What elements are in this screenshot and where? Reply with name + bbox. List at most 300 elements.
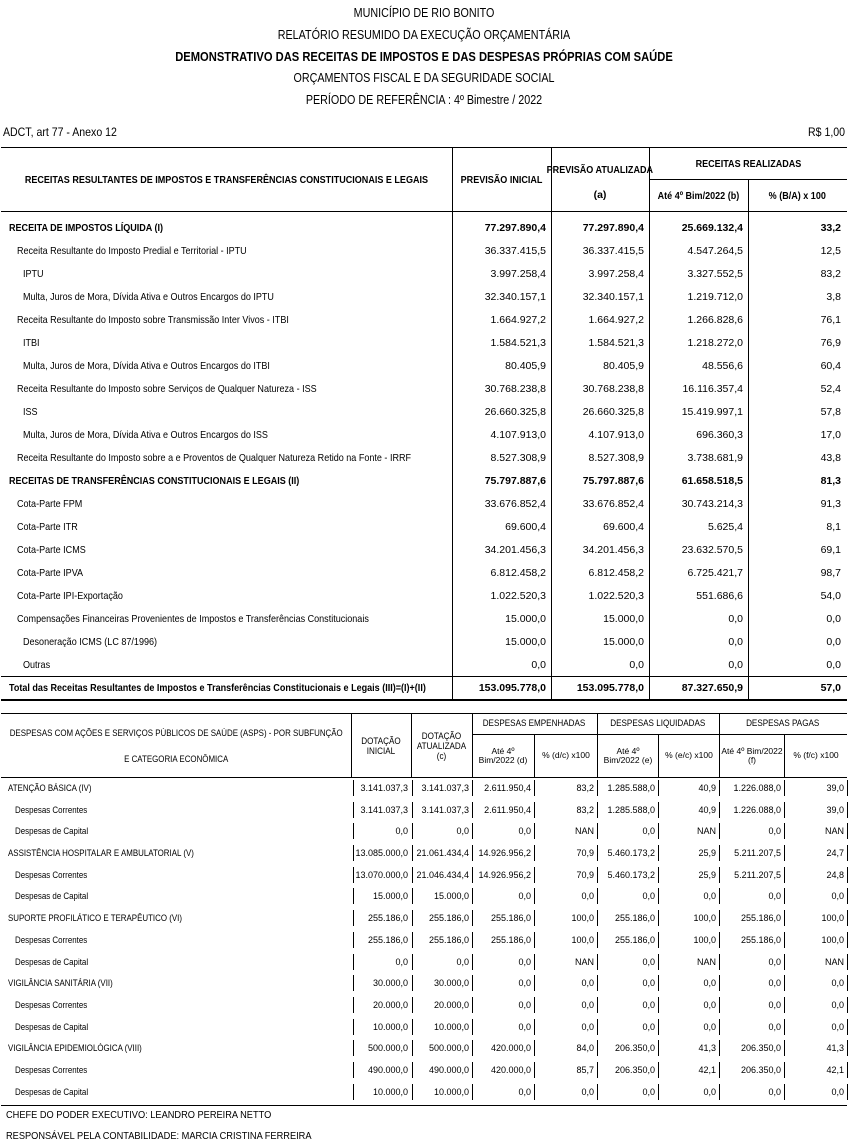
cell-value: NAN [696, 956, 716, 967]
row-label: Despesas Correntes [15, 934, 88, 945]
cell-value: 21.046.434,4 [416, 869, 469, 880]
cell-ini: 36.337.415,5 [484, 244, 546, 257]
cell-pct: 83,2 [820, 267, 841, 280]
cell-value: 500.000,0 [428, 1043, 469, 1054]
cell-value: 1.285.588,0 [607, 783, 655, 793]
cell-ini: 80.405,9 [505, 359, 546, 372]
cell-value: 0,0 [768, 826, 781, 837]
cell-value: 0,0 [581, 1021, 594, 1032]
row-label: Despesas de Capital [15, 826, 89, 837]
cell-value: 0,0 [518, 1086, 531, 1097]
col-receitas-realizadas: RECEITAS REALIZADAS [695, 158, 801, 170]
cell-pct: 3,8 [826, 290, 841, 303]
cell-value: 255.186,0 [740, 913, 781, 924]
cell-real: 0,0 [728, 635, 743, 648]
table-row [1, 584, 847, 607]
cell-value: 206.350,0 [614, 1064, 655, 1075]
cell-real: 30.743.214,3 [681, 497, 743, 510]
table-row [1, 239, 847, 262]
cell-value: 0,0 [768, 999, 781, 1010]
cell-value: 0,0 [768, 1021, 781, 1032]
cell-pct: 81,3 [820, 474, 841, 487]
revenue-table-body [1, 212, 847, 699]
cell-value: 0,0 [831, 999, 844, 1010]
cell-ini: 1.584.521,3 [490, 336, 546, 349]
row-label: Despesas de Capital [15, 891, 89, 902]
cell-value: 14.926.956,2 [478, 848, 531, 859]
exp-group-empenhadas: DESPESAS EMPENHADAS [483, 718, 586, 729]
cell-value: 255.186,0 [367, 913, 408, 924]
row-label: Cota-Parte IPI-Exportação [17, 589, 123, 602]
table-row [1, 886, 847, 908]
row-label: Receita Resultante do Imposto sobre a e Proventos de Qualquer Natureza Retido na Fonte - IRRF [17, 451, 412, 464]
cell-value: 85,7 [576, 1064, 594, 1075]
table-row [1, 607, 847, 630]
cell-value: 0,0 [395, 956, 408, 967]
cell-value: 206.350,0 [740, 1064, 781, 1075]
report-subtitle: DEMONSTRATIVO DAS RECEITAS DE IMPOSTOS E DAS DESPESAS PRÓPRIAS COM SAÚDE [175, 49, 673, 64]
cell-value: 0,0 [456, 826, 469, 837]
cell-value: 0,0 [768, 978, 781, 989]
cell-real: 87.327.650,9 [681, 682, 743, 694]
table-row [1, 331, 847, 354]
exp-group-pagas: DESPESAS PAGAS [746, 718, 820, 729]
cell-atu: 32.340.157,1 [582, 290, 644, 303]
cell-real: 15.419.997,1 [681, 405, 743, 418]
cell-value: 0,0 [831, 891, 844, 902]
row-label: ITBI [23, 336, 40, 349]
table-row [1, 1082, 847, 1104]
cell-value: 0,0 [831, 1021, 844, 1032]
cell-value: 0,0 [703, 1086, 716, 1097]
cell-value: 39,0 [826, 783, 844, 793]
cell-value: 0,0 [581, 1086, 594, 1097]
cell-pct: 17,0 [820, 428, 841, 441]
cell-ini: 30.768.238,8 [484, 382, 546, 395]
municipality-title: MUNICÍPIO DE RIO BONITO [353, 6, 495, 20]
cell-value: NAN [574, 826, 594, 837]
cell-value: 0,0 [831, 978, 844, 989]
cell-ini: 33.676.852,4 [484, 497, 546, 510]
cell-value: 255.186,0 [490, 934, 531, 945]
cell-value: 5.211.207,5 [734, 848, 781, 859]
table-row [1, 908, 847, 930]
table-row [1, 821, 847, 843]
cell-atu: 26.660.325,8 [582, 405, 644, 418]
cell-pct: 76,9 [820, 336, 841, 349]
row-label: Total das Receitas Resultantes de Impostos e Transferências Constitucionais e Legais (III)=(I)+(II) [9, 682, 426, 694]
cell-value: 10.000,0 [433, 1086, 469, 1097]
cell-real: 1.218.272,0 [687, 336, 743, 349]
cell-value: 0,0 [518, 978, 531, 989]
row-label: Despesas de Capital [15, 1021, 89, 1032]
cell-atu: 36.337.415,5 [582, 244, 644, 257]
cell-value: 255.186,0 [428, 934, 469, 945]
cell-value: 10.000,0 [372, 1086, 408, 1097]
cell-real: 4.547.264,5 [687, 244, 743, 257]
cell-atu: 15.000,0 [603, 612, 644, 625]
cell-value: 41,3 [698, 1043, 716, 1054]
table-row [1, 377, 847, 400]
revenue-total-row [1, 676, 847, 699]
cell-value: 0,0 [703, 978, 716, 989]
table-row [1, 561, 847, 584]
cell-value: 25,9 [698, 848, 716, 859]
cell-value: 0,0 [831, 1086, 844, 1097]
cell-real: 6.725.421,7 [687, 566, 743, 579]
cell-atu: 15.000,0 [603, 635, 644, 648]
cell-ini: 15.000,0 [505, 635, 546, 648]
cell-value: 40,9 [698, 804, 716, 815]
col-percent: % (B/A) x 100 [768, 189, 827, 202]
table-row [1, 400, 847, 423]
cell-value: NAN [574, 956, 594, 967]
cell-pct: 0,0 [826, 612, 841, 625]
cell-value: 21.061.434,4 [416, 848, 469, 859]
row-label: Despesas Correntes [15, 869, 88, 880]
cell-pct: 0,0 [826, 635, 841, 648]
cell-ini: 1.664.927,2 [490, 313, 546, 326]
cell-atu: 4.107.913,0 [588, 428, 644, 441]
reference-period: PERÍODO DE REFERÊNCIA : 4º Bimestre / 2022 [305, 93, 543, 107]
row-label: VIGILÂNCIA EPIDEMIOLÓGICA (VIII) [8, 1043, 142, 1054]
table-row [1, 538, 847, 561]
cell-value: 20.000,0 [372, 999, 408, 1010]
cell-value: 13.085.000,0 [355, 848, 408, 859]
cell-value: 500.000,0 [367, 1043, 408, 1054]
expense-table-body [1, 778, 847, 1105]
cell-value: 13.070.000,0 [355, 869, 408, 880]
cell-real: 48.556,6 [702, 359, 743, 372]
cell-value: 490.000,0 [428, 1064, 469, 1075]
cell-value: 83,2 [576, 804, 594, 815]
cell-atu: 8.527.308,9 [588, 451, 644, 464]
cell-ini: 4.107.913,0 [490, 428, 546, 441]
col-ate-bimestre: Até 4º Bim/2022 (b) [657, 189, 740, 202]
cell-real: 696.360,3 [696, 428, 743, 441]
table-row [1, 800, 847, 822]
table-row [1, 216, 847, 239]
cell-value: 20.000,0 [433, 999, 469, 1010]
row-label: Cota-Parte ITR [17, 520, 78, 533]
cell-value: 100,0 [693, 934, 716, 945]
row-label: Multa, Juros de Mora, Dívida Ativa e Outros Encargos do ITBI [23, 359, 270, 372]
legal-reference: ADCT, art 77 - Anexo 12 [3, 125, 117, 139]
cell-value: 206.350,0 [740, 1043, 781, 1054]
cell-value: 100,0 [571, 913, 594, 924]
cell-value: NAN [696, 826, 716, 837]
cell-value: 206.350,0 [614, 1043, 655, 1054]
cell-value: 0,0 [642, 978, 655, 989]
cell-pct: 0,0 [826, 658, 841, 671]
exp-col-e: Até 4º Bim/2022 (e) [603, 745, 653, 765]
cell-value: 3.141.037,3 [360, 783, 408, 793]
row-label: Multa, Juros de Mora, Dívida Ativa e Outros Encargos do ISS [23, 428, 268, 441]
cell-value: NAN [824, 826, 844, 837]
cell-ini: 75.797.887,6 [484, 474, 546, 487]
cell-atu: 153.095.778,0 [576, 682, 644, 694]
cell-value: 42,1 [698, 1064, 716, 1075]
cell-value: 420.000,0 [490, 1043, 531, 1054]
cell-value: 10.000,0 [433, 1021, 469, 1032]
row-label: RECEITA DE IMPOSTOS LÍQUIDA (I) [9, 221, 164, 234]
cell-value: 83,2 [576, 783, 594, 793]
cell-value: 0,0 [768, 956, 781, 967]
cell-atu: 3.997.258,4 [588, 267, 644, 280]
row-label: ASSISTÊNCIA HOSPITALAR E AMBULATORIAL (V) [8, 848, 194, 859]
cell-real: 0,0 [728, 612, 743, 625]
cell-value: 420.000,0 [490, 1064, 531, 1075]
row-label: Despesas Correntes [15, 1064, 88, 1075]
cell-value: 255.186,0 [490, 913, 531, 924]
cell-value: 30.000,0 [372, 978, 408, 989]
col-description: RECEITAS RESULTANTES DE IMPOSTOS E TRANSFERÊNCIAS CONSTITUCIONAIS E LEGAIS [24, 173, 429, 186]
cell-real: 61.658.518,5 [681, 474, 743, 487]
cell-pct: 43,8 [820, 451, 841, 464]
cell-atu: 1.584.521,3 [588, 336, 644, 349]
row-label: RECEITAS DE TRANSFERÊNCIAS CONSTITUCIONAIS E LEGAIS (II) [9, 474, 300, 487]
cell-real: 23.632.570,5 [681, 543, 743, 556]
table-row [1, 930, 847, 952]
table-row [1, 354, 847, 377]
cell-pct: 91,3 [820, 497, 841, 510]
table-row [1, 1017, 847, 1039]
cell-value: 24,8 [826, 869, 844, 880]
cell-value: 0,0 [642, 1021, 655, 1032]
cell-ini: 32.340.157,1 [484, 290, 546, 303]
cell-pct: 98,7 [820, 566, 841, 579]
cell-value: 0,0 [703, 891, 716, 902]
table-row [1, 952, 847, 974]
row-label: Outras [23, 658, 51, 671]
row-label: IPTU [23, 267, 44, 280]
cell-value: 0,0 [456, 956, 469, 967]
cell-value: 3.141.037,3 [421, 804, 469, 815]
cell-pct: 33,2 [820, 221, 841, 234]
cell-value: 3.141.037,3 [360, 804, 408, 815]
cell-atu: 34.201.456,3 [582, 543, 644, 556]
exp-col-desc-1: DESPESAS COM AÇÕES E SERVIÇOS PÚBLICOS DE SAÚDE (ASPS) - POR SUBFUNÇÃO [9, 728, 343, 739]
cell-real: 1.219.712,0 [687, 290, 743, 303]
cell-value: 490.000,0 [367, 1064, 408, 1075]
expense-table [1, 713, 847, 1106]
cell-value: 39,0 [826, 804, 844, 815]
cell-value: 30.000,0 [433, 978, 469, 989]
cell-value: 1.226.088,0 [733, 783, 781, 793]
row-label: Cota-Parte FPM [17, 497, 83, 510]
cell-atu: 30.768.238,8 [582, 382, 644, 395]
cell-value: 70,9 [576, 848, 594, 859]
cell-atu: 77.297.890,4 [582, 221, 644, 234]
cell-value: 100,0 [571, 934, 594, 945]
table-row [1, 1060, 847, 1082]
cell-value: 255.186,0 [367, 934, 408, 945]
cell-real: 0,0 [728, 658, 743, 671]
exp-col-f: Até 4º Bim/2022 (f) [721, 745, 783, 765]
table-row [1, 995, 847, 1017]
cell-value: NAN [824, 956, 844, 967]
cell-pct: 57,0 [820, 682, 841, 694]
row-label: Despesas de Capital [15, 1086, 89, 1097]
cell-ini: 3.997.258,4 [490, 267, 546, 280]
exp-col-d-pct: % (d/c) x100 [542, 750, 590, 761]
cell-ini: 0,0 [531, 658, 546, 671]
cell-value: 0,0 [642, 999, 655, 1010]
exp-col-dotacao-inicial: DOTAÇÃO INICIAL [361, 736, 401, 756]
table-row [1, 653, 847, 676]
exp-col-dotacao-atualizada: DOTAÇÃO ATUALIZADA (c) [416, 731, 467, 761]
cell-ini: 6.812.458,2 [490, 566, 546, 579]
cell-value: 0,0 [581, 999, 594, 1010]
table-row [1, 778, 847, 800]
cell-value: 40,9 [698, 783, 716, 793]
cell-value: 0,0 [768, 1086, 781, 1097]
cell-value: 84,0 [576, 1043, 594, 1054]
budget-scope: ORÇAMENTOS FISCAL E DA SEGURIDADE SOCIAL [293, 71, 555, 85]
cell-value: 0,0 [518, 826, 531, 837]
cell-value: 0,0 [642, 891, 655, 902]
cell-ini: 34.201.456,3 [484, 543, 546, 556]
cell-real: 1.266.828,6 [687, 313, 743, 326]
row-label: Receita Resultante do Imposto sobre Serviços de Qualquer Natureza - ISS [17, 382, 317, 395]
cell-ini: 77.297.890,4 [484, 221, 546, 234]
cell-value: 0,0 [703, 1021, 716, 1032]
cell-value: 255.186,0 [614, 934, 655, 945]
row-label: VIGILÂNCIA SANITÁRIA (VII) [8, 978, 113, 989]
row-label: Cota-Parte ICMS [17, 543, 86, 556]
cell-value: 0,0 [642, 826, 655, 837]
cell-value: 0,0 [642, 956, 655, 967]
exp-col-desc-2: E CATEGORIA ECONÔMICA [123, 754, 229, 765]
cell-value: 255.186,0 [740, 934, 781, 945]
table-row [1, 973, 847, 995]
cell-atu: 69.600,4 [603, 520, 644, 533]
cell-value: 100,0 [821, 934, 844, 945]
cell-value: 0,0 [518, 1021, 531, 1032]
cell-value: 0,0 [642, 1086, 655, 1097]
cell-ini: 69.600,4 [505, 520, 546, 533]
cell-real: 16.116.357,4 [682, 382, 743, 395]
cell-ini: 153.095.778,0 [478, 682, 546, 694]
cell-ini: 1.022.520,3 [490, 589, 546, 602]
table-row [1, 492, 847, 515]
cell-pct: 60,4 [820, 359, 841, 372]
row-label: Receita Resultante do Imposto Predial e Territorial - IPTU [17, 244, 247, 257]
cell-value: 0,0 [581, 978, 594, 989]
cell-value: 70,9 [576, 869, 594, 880]
cell-value: 24,7 [826, 848, 844, 859]
cell-real: 25.669.132,4 [681, 221, 743, 234]
table-row [1, 515, 847, 538]
row-label: Despesas de Capital [15, 956, 89, 967]
cell-pct: 12,5 [820, 244, 841, 257]
cell-value: 2.611.950,4 [484, 783, 531, 793]
cell-value: 255.186,0 [428, 913, 469, 924]
cell-value: 100,0 [693, 913, 716, 924]
table-row [1, 865, 847, 887]
table-row [1, 1038, 847, 1060]
cell-value: 0,0 [768, 891, 781, 902]
cell-value: 0,0 [518, 891, 531, 902]
table-row [1, 843, 847, 865]
cell-atu: 80.405,9 [603, 359, 644, 372]
exp-col-f-pct: % (f/c) x100 [793, 750, 839, 761]
row-label: Compensações Financeiras Provenientes de Impostos e Transferências Constitucionais [17, 612, 369, 625]
cell-real: 551.686,6 [696, 589, 743, 602]
cell-value: 255.186,0 [614, 913, 655, 924]
cell-value: 42,1 [826, 1064, 844, 1075]
cell-pct: 76,1 [820, 313, 841, 326]
cell-value: 14.926.956,2 [478, 869, 531, 880]
expense-table-header [1, 714, 847, 778]
revenue-table [1, 147, 847, 701]
table-row [1, 630, 847, 653]
cell-atu: 33.676.852,4 [582, 497, 644, 510]
cell-value: 15.000,0 [372, 891, 408, 902]
currency-unit: R$ 1,00 [808, 125, 845, 139]
cell-value: 25,9 [698, 869, 716, 880]
cell-value: 0,0 [395, 826, 408, 837]
col-previsao-atualizada: PREVISÃO ATUALIZADA [546, 164, 654, 176]
row-label: Despesas Correntes [15, 999, 88, 1010]
col-previsao-inicial: PREVISÃO INICIAL [460, 173, 543, 186]
row-label: Cota-Parte IPVA [17, 566, 84, 579]
cell-value: 2.611.950,4 [484, 804, 531, 815]
cell-value: 5.211.207,5 [734, 869, 781, 880]
cell-ini: 8.527.308,9 [490, 451, 546, 464]
cell-atu: 1.022.520,3 [588, 589, 644, 602]
table-row [1, 262, 847, 285]
table-row [1, 423, 847, 446]
cell-real: 3.327.552,5 [687, 267, 743, 280]
cell-pct: 52,4 [820, 382, 841, 395]
row-label: Despesas Correntes [15, 804, 88, 815]
cell-value: 41,3 [826, 1043, 844, 1054]
table-row [1, 469, 847, 492]
cell-value: 1.226.088,0 [733, 804, 781, 815]
cell-value: 5.460.173,2 [607, 848, 655, 859]
cell-value: 0,0 [518, 956, 531, 967]
cell-real: 3.738.681,9 [687, 451, 743, 464]
cell-value: 0,0 [518, 999, 531, 1010]
cell-value: 10.000,0 [372, 1021, 408, 1032]
cell-value: 1.285.588,0 [607, 804, 655, 815]
cell-value: 0,0 [581, 891, 594, 902]
cell-ini: 15.000,0 [505, 612, 546, 625]
row-label: Receita Resultante do Imposto sobre Transmissão Inter Vivos - ITBI [17, 313, 289, 326]
cell-value: 100,0 [821, 913, 844, 924]
exp-col-d: Até 4º Bim/2022 (d) [478, 745, 528, 765]
cell-atu: 75.797.887,6 [582, 474, 644, 487]
cell-pct: 54,0 [820, 589, 841, 602]
cell-value: 0,0 [703, 999, 716, 1010]
col-previsao-atualizada-sub: (a) [593, 189, 607, 201]
report-title: RELATÓRIO RESUMIDO DA EXECUÇÃO ORÇAMENTÁRIA [277, 28, 571, 42]
cell-atu: 0,0 [629, 658, 644, 671]
cell-atu: 1.664.927,2 [588, 313, 644, 326]
table-row [1, 446, 847, 469]
cell-ini: 26.660.325,8 [484, 405, 546, 418]
cell-atu: 6.812.458,2 [588, 566, 644, 579]
executive-signatory: CHEFE DO PODER EXECUTIVO: LEANDRO PEREIRA NETTO [6, 1109, 272, 1121]
cell-pct: 69,1 [820, 543, 841, 556]
cell-real: 5.625,4 [707, 520, 743, 533]
accounting-signatory: RESPONSÁVEL PELA CONTABILIDADE: MARCIA CRISTINA FERREIRA [6, 1130, 312, 1142]
exp-col-e-pct: % (e/c) x100 [665, 750, 713, 761]
cell-value: 3.141.037,3 [421, 783, 469, 793]
row-label: Multa, Juros de Mora, Dívida Ativa e Outros Encargos do IPTU [23, 290, 274, 303]
row-label: SUPORTE PROFILÁTICO E TERAPÊUTICO (VI) [8, 913, 182, 924]
